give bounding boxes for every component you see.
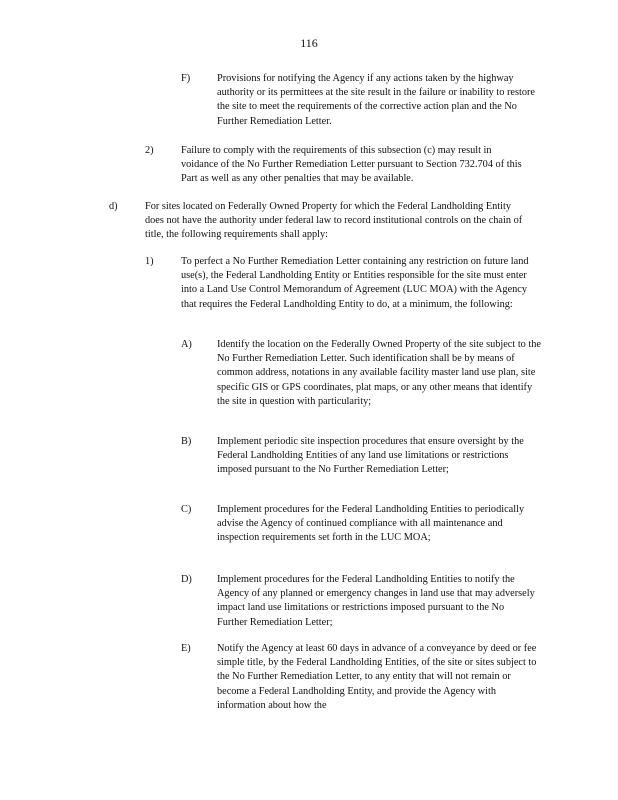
paragraph-label: 2): [145, 145, 154, 156]
paragraph-label: F): [181, 73, 191, 84]
paragraph-text: For sites located on Federally Owned Property for which the Federal Landholding Entity does not have the authority under federal law to record institutional controls on the chain of title, the following requirements shall apply:: [145, 201, 523, 241]
paragraph-text: Implement procedures for the Federal Landholding Entities to notify the Agency of any planned or emergency changes in land use that may adversely impact land use limitations or restrictions imposed pursuant to the No Further Remediation Letter;: [217, 574, 535, 628]
paragraph-label: 1): [145, 256, 154, 267]
paragraph-text: Notify the Agency at least 60 days in advance of a conveyance by deed or fee simple title, by the Federal Landholding Entities, of the site or sites subject to the No Further Remediation Letter, to any entity that will not remain or become a Federal Landholding Entity, and provide the Agency with information about how the: [217, 643, 537, 711]
page-number: 116: [300, 36, 318, 50]
paragraph-label: C): [181, 504, 192, 515]
paragraph-label: B): [181, 436, 192, 447]
paragraph-label: E): [181, 643, 191, 654]
paragraph-text: Identify the location on the Federally Owned Property of the site subject to the No Further Remediation Letter. Such identification shall be by means of common address, notations in any available facility master land use plan, site specific GIS or GPS coordinates, plat maps, or any other means that identify the site in question with particularity;: [217, 339, 541, 407]
paragraph-text: Implement periodic site inspection procedures that ensure oversight by the Federal Landholding Entities of any land use limitations or restrictions imposed pursuant to the No Further Remediation Letter;: [217, 436, 524, 476]
paragraph-text: To perfect a No Further Remediation Letter containing any restriction on future land use(s), the Federal Landholding Entity or Entities responsible for the site must enter into a Land Use Control Memorandum of Agreement (LUC MOA) with the Agency that requires the Federal Landholding Entity to do, at a minimum, the following:: [181, 256, 529, 310]
paragraph-text: Failure to comply with the requirements of this subsection (c) may result in voidance of the No Further Remediation Letter pursuant to Section 732.704 of this Part as well as any other penalties that may be available.: [181, 145, 522, 185]
paragraph-text: Implement procedures for the Federal Landholding Entities to periodically advise the Agency of continued compliance with all maintenance and inspection requirements set forth in the LUC MOA;: [217, 504, 525, 544]
paragraph-label: A): [181, 339, 192, 350]
paragraph-label: d): [109, 201, 118, 212]
paragraph-text: Provisions for notifying the Agency if any actions taken by the highway authority or its permittees at the site result in the failure or inability to restore the site to meet the requirements of the corrective action plan and the No Further Remediation Letter.: [217, 73, 535, 127]
paragraph-label: D): [181, 574, 192, 585]
